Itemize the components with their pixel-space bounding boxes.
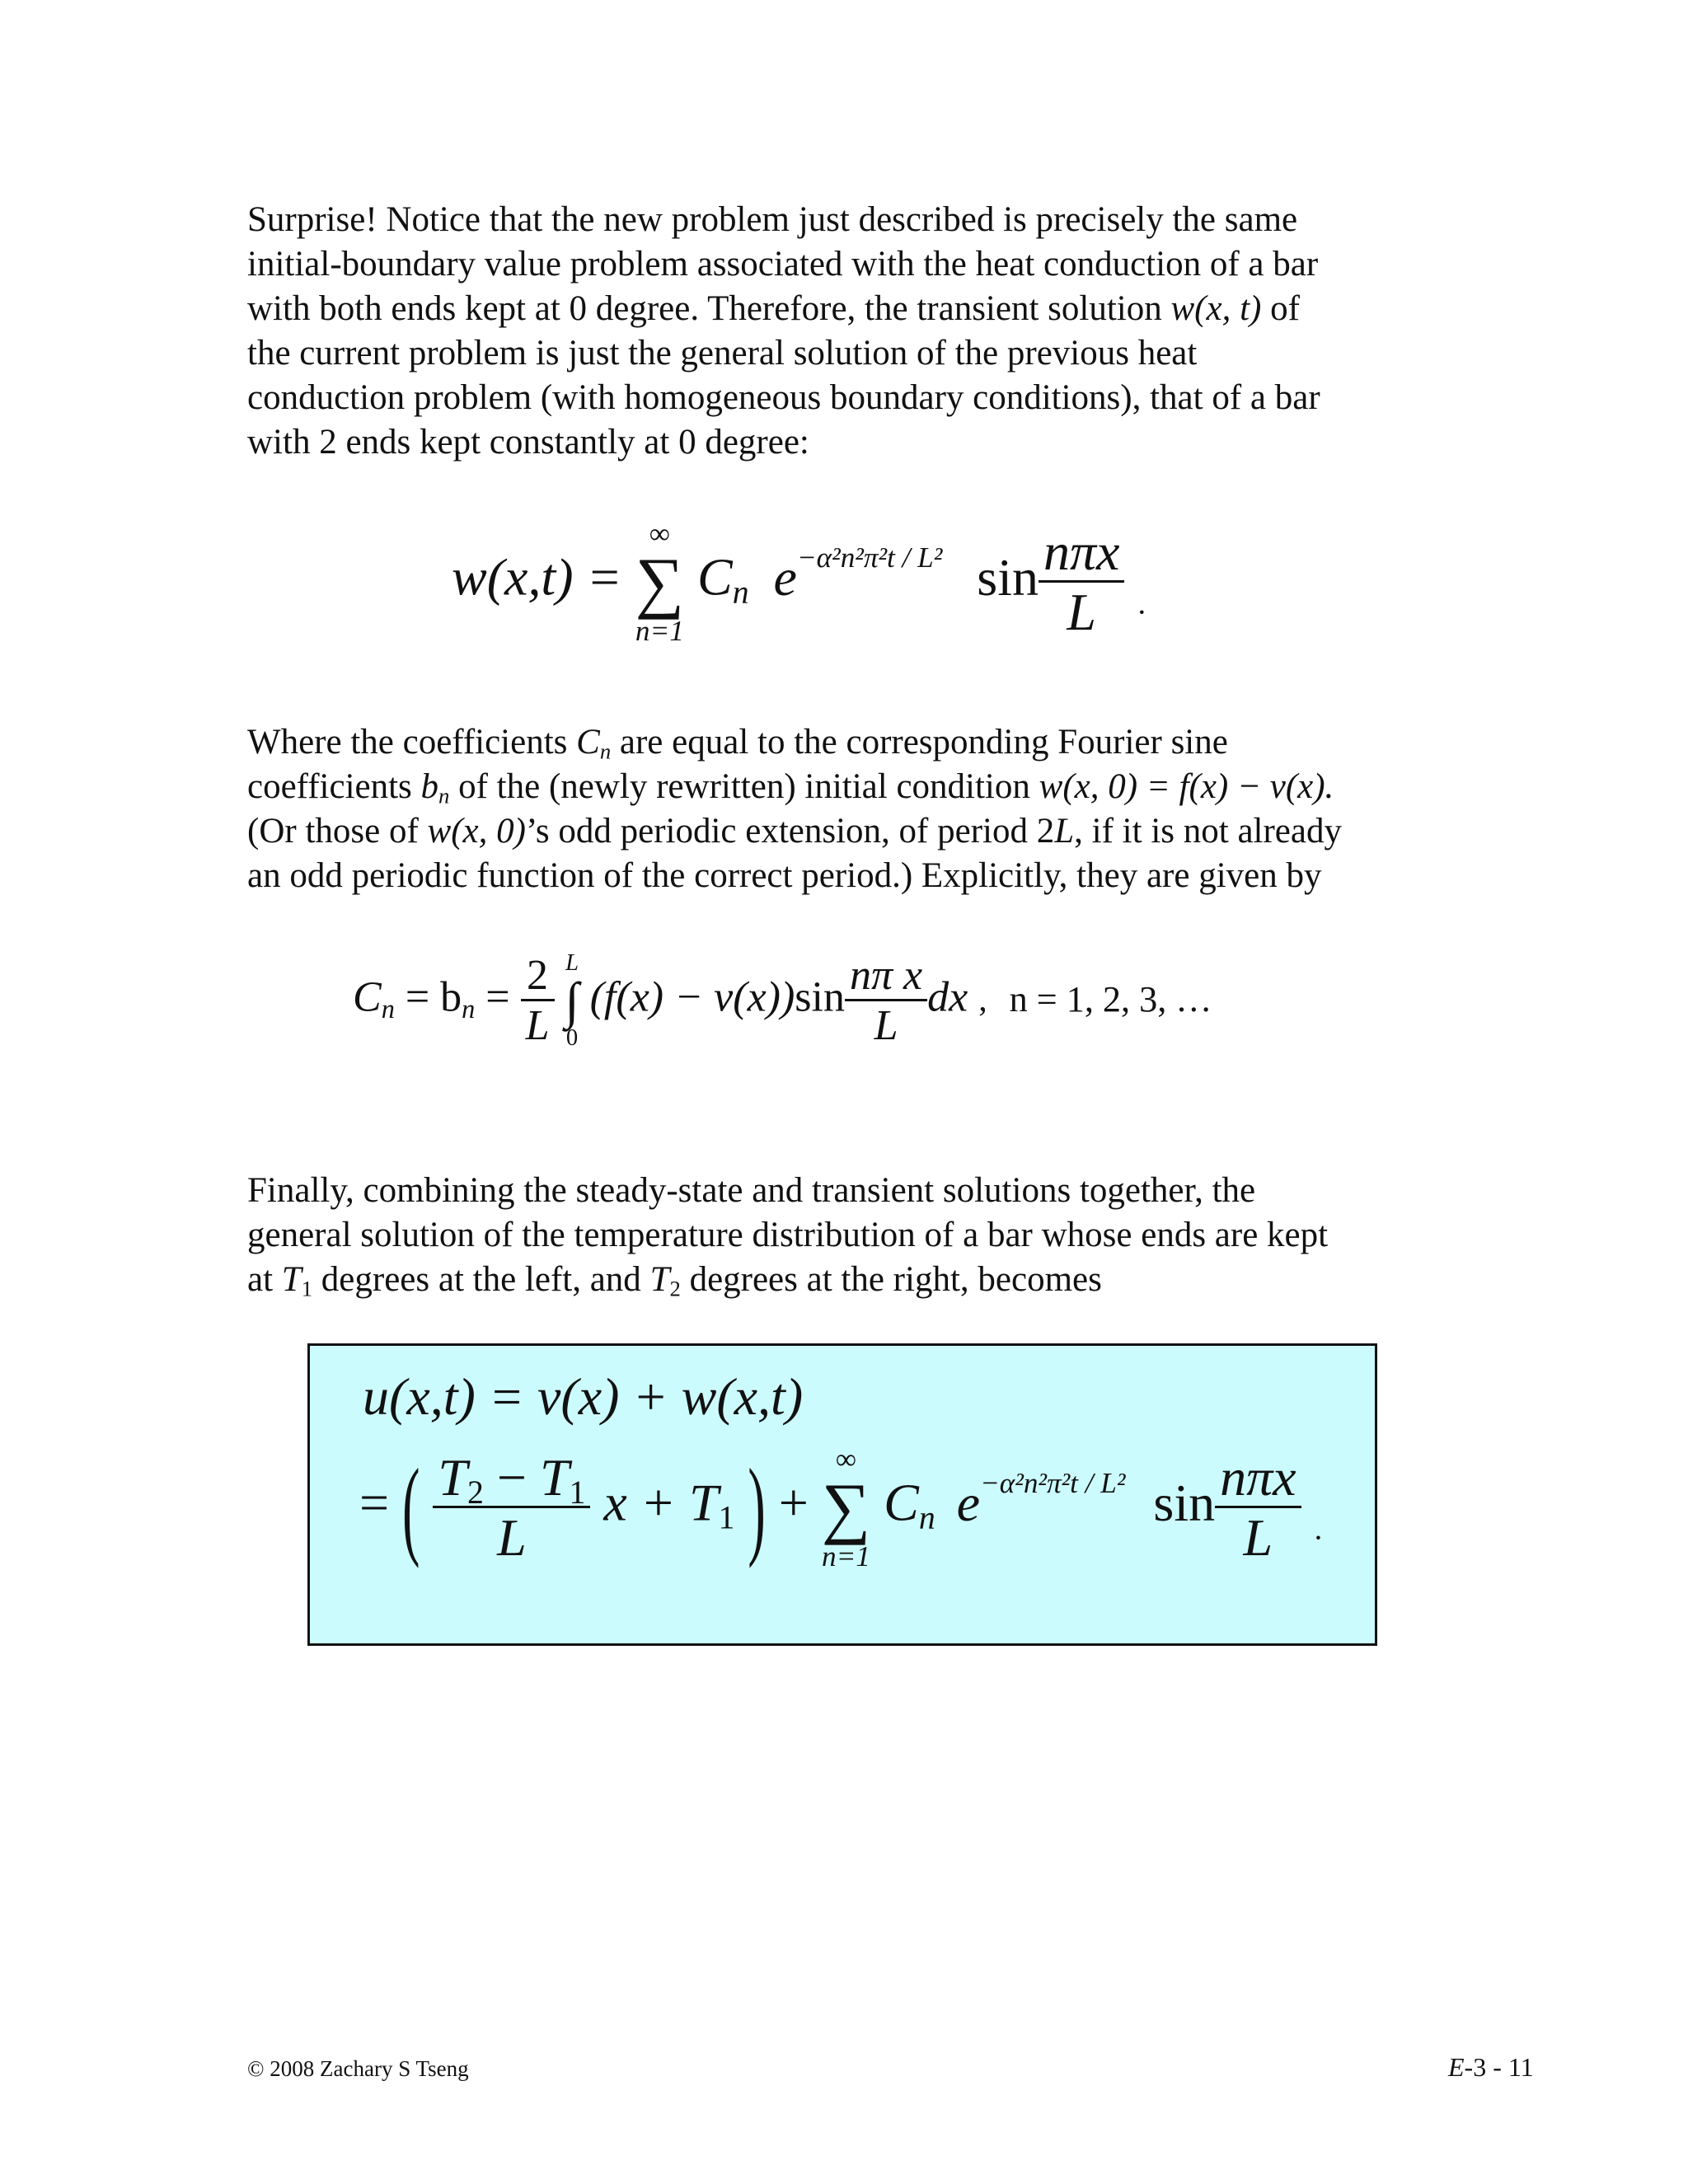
fraction: $\frac{\text{nπx}}{L}$ xyxy=(1215,1451,1301,1564)
text-line: Where the coefficients $C_n$ are equal to the corresponding Fourier sine xyxy=(247,723,1228,764)
equation-line-2: = ( $\frac{T_2 - T_1}{L}$ $x + T_1$ ) + ∞ ∑ n=1 $C_n$ $e^{-\alpha^2n^2\pi^2t / L^2}$ sin $\frac{\text{nπx}}{L}$ $_.$ xyxy=(359,1443,1323,1573)
text-line: (Or those of w(x, 0)’s odd periodic extension, of period 2L, if it is not already xyxy=(247,812,1342,851)
inline-math: w(x, 0) = f(x) − v(x). xyxy=(1039,767,1334,806)
general-solution-box xyxy=(307,1343,1377,1646)
text-line: with 2 ends kept constantly at 0 degree: xyxy=(247,423,809,462)
summation: ∞ ∑ n=1 xyxy=(821,1443,871,1573)
exponent: −α²n²π²t / L² xyxy=(980,1467,1126,1500)
fraction: $\frac{\text{nπ x}}{L}$ xyxy=(845,954,927,1047)
right-paren: ) xyxy=(748,1446,766,1569)
equation-coefficients: $C_n = b_n$ = $\frac{2}{L}$ L ∫ 0 (f(x) − v(x))sin $\frac{\text{nπ x}}{L}$ dx , n = 1, 2, 3, … xyxy=(353,950,1212,1051)
footer-copyright: © 2008 Zachary S Tseng xyxy=(247,2056,469,2081)
inline-math: w(x, t) xyxy=(1170,289,1262,328)
text-line: Finally, combining the steady-state and transient solutions together, the xyxy=(247,1171,1256,1210)
equation-line-1: u(x,t) = v(x) + w(x,t) xyxy=(363,1367,804,1426)
text-line: general solution of the temperature distribution of a bar whose ends are kept xyxy=(247,1216,1329,1254)
equation-transient-solution: w(x,t) = ∞ ∑ n=1 $C_n$ $e^{-\alpha^2n^2\pi^2t / L^2}$ sin $\frac{\text{nπx}}{L}$ $_.$ xyxy=(452,518,1146,648)
footer-page-number: E-3 - 11 xyxy=(1448,2052,1534,2082)
text-line: at $T_1$ degrees at the left, and $T_2$ degrees at the right, becomes xyxy=(247,1260,1102,1301)
text-line: Surprise! Notice that the new problem just described is precisely the same xyxy=(247,200,1298,239)
text-line: conduction problem (with homogeneous boundary conditions), that of a bar xyxy=(247,378,1320,417)
text-line: an odd periodic function of the correct period.) Explicitly, they are given by xyxy=(247,856,1322,895)
left-paren: ( xyxy=(402,1446,420,1569)
exponent: −α²n²π²t / L² xyxy=(796,541,943,574)
text-line: initial-boundary value problem associated with the heat conduction of a bar xyxy=(247,245,1319,284)
summation: ∞ ∑ n=1 xyxy=(635,518,684,648)
fraction: $\frac{2}{L}$ xyxy=(521,954,555,1047)
integral: L ∫ 0 xyxy=(565,950,579,1051)
text-line: coefficients $b_n$ of the (newly rewritten) initial condition w(x, 0) = f(x) − v(x). xyxy=(247,767,1334,808)
fraction: $\frac{\text{nπx}}{L}$ xyxy=(1039,526,1124,639)
text-line: the current problem is just the general solution of the previous heat xyxy=(247,334,1198,373)
text-line: with both ends kept at 0 degree. Therefore, the transient solution w(x, t) of xyxy=(247,289,1300,328)
fraction: $\frac{T_2 - T_1}{L}$ xyxy=(433,1451,590,1564)
